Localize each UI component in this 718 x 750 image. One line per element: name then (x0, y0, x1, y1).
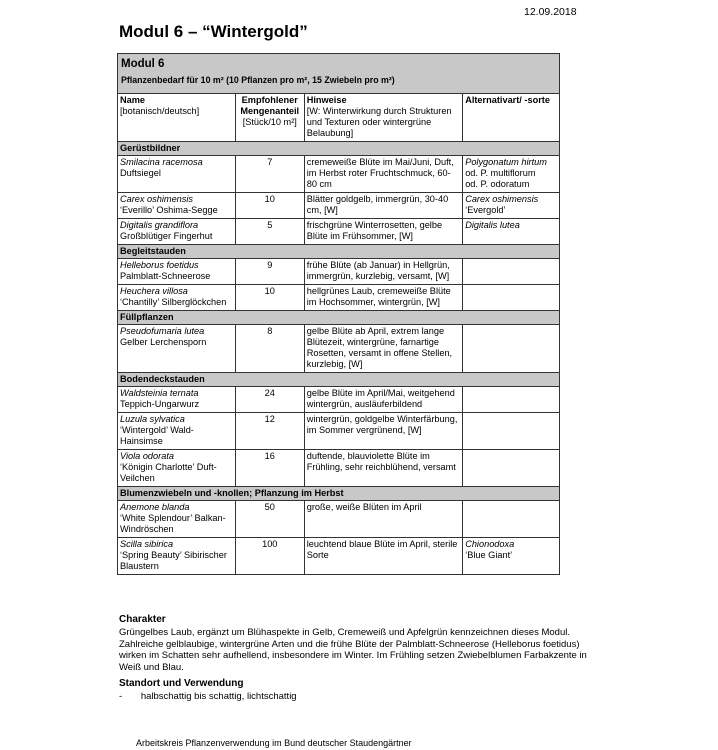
alternative-cell (463, 259, 560, 285)
common-name: ‘White Splendour’ Balkan-Windröschen (120, 513, 226, 534)
alternative-cell (463, 450, 560, 487)
plant-name-cell (118, 285, 236, 311)
notes-cell: cremeweiße Blüte im Mai/Juni, Duft, im Herbst roter Fruchtschmuck, 60-80 cm (304, 156, 462, 193)
notes-cell: leuchtend blaue Blüte im April, sterile Sorte (304, 538, 462, 575)
common-name: ‘Königin Charlotte’ Duft-Veilchen (120, 462, 217, 483)
column-title-notes: Hinweise (306, 95, 347, 105)
plant-name-cell (118, 387, 236, 413)
notes-cell: frischgrüne Winterrosetten, gelbe Blüte im Frühsommer, [W] (304, 219, 462, 245)
quantity-cell: 12 (235, 413, 304, 450)
notes-cell: wintergrün, goldgelbe Winterfärbung, im Sommer vergrünend, [W] (304, 413, 462, 450)
quantity-cell: 10 (235, 285, 304, 311)
quantity-cell: 7 (235, 156, 304, 193)
alternative-line: ‘Evergold’ (465, 205, 506, 215)
alternative-line: od. P. odoratum (465, 179, 530, 189)
notes-cell: Blätter goldgelb, immergrün, 30-40 cm, [W] (304, 193, 462, 219)
plant-name-cell (118, 219, 236, 245)
page-title: Modul 6 – “Wintergold” (119, 22, 308, 41)
group-label: Bodendeckstauden (118, 373, 560, 387)
charakter-text: Grüngelbes Laub, ergänzt um Blühaspekte in Gelb, Cremeweiß und Apfelgrün kennzeichnen dieses Modul. Zahlreiche gelblaubige, wintergrüne Arten und die frühe Blüte der Palmblatt-Schneerose (Helleborus foetidus) wirken im Schatten sehr aufhellend, insbesondere im Winter. Im Frühling setzen Zwiebelblumen Farbakzente in Weiß und Blau. (119, 627, 587, 673)
alternative-line: od. P. multiflorum (465, 168, 536, 178)
quantity-cell: 10 (235, 193, 304, 219)
quantity-cell: 8 (235, 325, 304, 373)
standort-heading: Standort und Verwendung (119, 678, 244, 689)
table-row (118, 501, 560, 538)
quantity-cell: 16 (235, 450, 304, 487)
group-label: Gerüstbildner (118, 142, 560, 156)
alternative-cell (463, 193, 560, 219)
group-row (118, 311, 560, 325)
group-row (118, 245, 560, 259)
common-name: ‘Everillo’ Oshima-Segge (120, 205, 218, 215)
footer-text: Arbeitskreis Pflanzenverwendung im Bund deutscher Staudengärtner (136, 738, 412, 748)
alternative-line: Digitalis lutea (465, 220, 520, 230)
alternative-cell (463, 538, 560, 575)
column-title-quantity: Empfohlener Mengenanteil (240, 95, 300, 116)
common-name: Gelber Lerchensporn (120, 337, 207, 347)
plant-requirement: Pflanzenbedarf für 10 m² (10 Pflanzen pro m², 15 Zwiebeln pro m²) (121, 75, 395, 85)
alternative-cell (463, 219, 560, 245)
plant-name-cell (118, 156, 236, 193)
column-headers (118, 94, 560, 142)
plant-table (117, 53, 560, 575)
table-header-band (118, 54, 560, 94)
common-name: Duftsiegel (120, 168, 161, 178)
table-row (118, 219, 560, 245)
table-row (118, 387, 560, 413)
botanical-name: Digitalis grandiflora (120, 220, 199, 230)
plant-name-cell (118, 501, 236, 538)
quantity-cell: 9 (235, 259, 304, 285)
common-name: Palmblatt-Schneerose (120, 271, 211, 281)
table-row (118, 450, 560, 487)
column-header-notes (304, 94, 462, 142)
quantity-cell: 24 (235, 387, 304, 413)
notes-cell: gelbe Blüte im April/Mai, weitgehend wintergrün, ausläuferbildend (304, 387, 462, 413)
alternative-line: ‘Blue Giant’ (465, 550, 513, 560)
group-row (118, 142, 560, 156)
plant-name-cell (118, 325, 236, 373)
table-row (118, 413, 560, 450)
column-sub-name: [botanisch/deutsch] (120, 106, 200, 116)
plant-name-cell (118, 259, 236, 285)
plant-name-cell (118, 193, 236, 219)
standort-item-text: halbschattig bis schattig, lichtschattig (140, 691, 297, 702)
notes-cell: frühe Blüte (ab Januar) in Hellgrün, immergrün, kurzlebig, versamt, [W] (304, 259, 462, 285)
alternative-line: Carex oshimensis (465, 194, 539, 204)
alternative-cell (463, 387, 560, 413)
notes-cell: duftende, blauviolette Blüte im Frühling, sehr reichblühend, versamt (304, 450, 462, 487)
quantity-cell: 100 (235, 538, 304, 575)
common-name: Teppich-Ungarwurz (120, 399, 200, 409)
group-label: Füllpflanzen (118, 311, 560, 325)
alternative-cell (463, 325, 560, 373)
group-label: Blumenzwiebeln und -knollen; Pflanzung im Herbst (118, 487, 560, 501)
charakter-heading: Charakter (119, 614, 166, 625)
botanical-name: Anemone blanda (120, 502, 190, 512)
standort-list-item (119, 691, 604, 703)
table-row (118, 325, 560, 373)
quantity-cell: 50 (235, 501, 304, 538)
column-header-quantity (235, 94, 304, 142)
table-row (118, 538, 560, 575)
module-header-cell (118, 54, 560, 94)
alternative-line: Polygonatum hirtum (465, 157, 547, 167)
plant-name-cell (118, 450, 236, 487)
plant-name-cell (118, 413, 236, 450)
alternative-line: Chionodoxa (465, 539, 515, 549)
date-stamp: 12.09.2018 (524, 6, 577, 18)
botanical-name: Viola odorata (120, 451, 174, 461)
plant-name-cell (118, 538, 236, 575)
alternative-cell (463, 413, 560, 450)
group-label: Begleitstauden (118, 245, 560, 259)
group-row (118, 487, 560, 501)
notes-cell: hellgrünes Laub, cremeweiße Blüte im Hochsommer, wintergrün, [W] (304, 285, 462, 311)
botanical-name: Pseudofumaria lutea (120, 326, 205, 336)
table-row (118, 285, 560, 311)
botanical-name: Heuchera villosa (120, 286, 188, 296)
column-title-alternative: Alternativart/ -sorte (465, 95, 550, 105)
quantity-cell: 5 (235, 219, 304, 245)
common-name: ‘Spring Beauty’ Sibirischer Blaustern (120, 550, 227, 571)
botanical-name: Helleborus foetidus (120, 260, 199, 270)
common-name: Großblütiger Fingerhut (120, 231, 213, 241)
standort-bullet: - (119, 691, 123, 702)
table-row (118, 193, 560, 219)
botanical-name: Scilla sibirica (120, 539, 174, 549)
module-label: Modul 6 (121, 58, 165, 70)
botanical-name: Carex oshimensis (120, 194, 194, 204)
common-name: ‘Chantilly’ Silberglöckchen (120, 297, 227, 307)
notes-cell: große, weiße Blüten im April (304, 501, 462, 538)
table-row (118, 156, 560, 193)
botanical-name: Waldsteinia ternata (120, 388, 199, 398)
botanical-name: Smilacina racemosa (120, 157, 203, 167)
alternative-cell (463, 285, 560, 311)
column-title-name: Name (120, 95, 146, 105)
column-sub-quantity: [Stück/10 m²] (242, 117, 297, 127)
column-header-alternative (463, 94, 560, 142)
common-name: ‘Wintergold’ Wald-Hainsimse (120, 425, 194, 446)
notes-cell: gelbe Blüte ab April, extrem lange Blütezeit, wintergrüne, farnartige Rosetten, versamt in offene Stellen, kurzlebig, [W] (304, 325, 462, 373)
alternative-cell (463, 501, 560, 538)
column-sub-notes: [W: Winterwirkung durch Strukturen und Texturen oder wintergrüne Belaubung] (306, 106, 452, 138)
group-row (118, 373, 560, 387)
botanical-name: Luzula sylvatica (120, 414, 185, 424)
column-header-name (118, 94, 236, 142)
alternative-cell (463, 156, 560, 193)
table-row (118, 259, 560, 285)
